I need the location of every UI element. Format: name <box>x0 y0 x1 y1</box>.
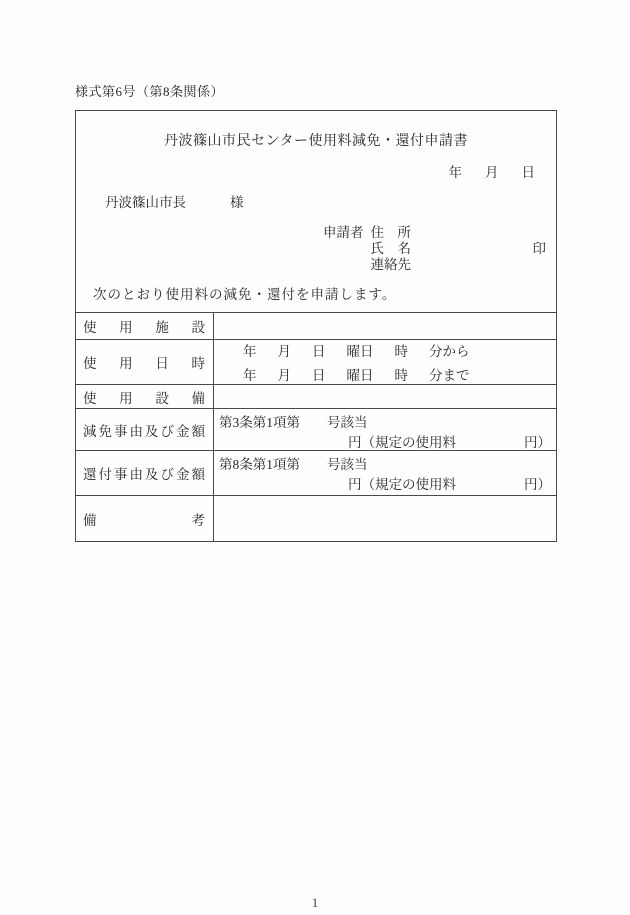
addressee-line <box>105 191 244 211</box>
applicant-label: 申請者 <box>323 225 364 240</box>
applicant-name-label: 氏 名 <box>370 241 411 256</box>
seal-mark: 印 <box>532 241 546 256</box>
addressee-honorific: 様 <box>230 195 244 210</box>
table-row-remarks <box>76 495 556 541</box>
reduction-clause-cell <box>214 409 556 450</box>
remarks-value-cell <box>214 496 556 541</box>
datetime-value-cell <box>214 340 556 384</box>
applicant-address-label: 住 所 <box>370 225 411 240</box>
equipment-value-cell <box>214 385 556 408</box>
remarks-label: 備 考 <box>76 496 214 541</box>
equipment-label: 使 用 設 備 <box>76 385 214 408</box>
datetime-lines <box>214 340 556 384</box>
applicant-block <box>323 225 411 273</box>
refund-value-cell <box>214 451 556 495</box>
addressee-name: 丹波篠山市長 <box>105 195 186 210</box>
applicant-field-labels <box>371 225 412 273</box>
refund-amount-line: 円（規定の使用料 円） <box>348 477 551 492</box>
table-row-equipment <box>76 384 556 408</box>
applicant-contact-label: 連絡先 <box>370 257 411 272</box>
datetime-from-line: 年 月 日 曜日 時 分から <box>243 344 470 359</box>
refund-label: 還 付 事 由 及 び 金 額 <box>76 451 214 495</box>
refund-clause-cell <box>214 451 556 495</box>
form-code-label: 様式第6号（第8条関係） <box>75 84 225 99</box>
datetime-to-line: 年 月 日 曜日 時 分まで <box>243 368 470 383</box>
table-row-facility <box>76 313 556 339</box>
application-form-box <box>75 110 557 542</box>
facility-value-cell <box>214 313 556 339</box>
reduction-label: 減 免 事 由 及 び 金 額 <box>76 409 214 450</box>
table-row-reduction <box>76 408 556 450</box>
table-row-refund <box>76 450 556 495</box>
refund-clause-line: 第8条第1項第 号該当 <box>219 457 368 472</box>
table-row-datetime <box>76 339 556 384</box>
form-header-section <box>76 111 556 313</box>
facility-label: 使 用 施 設 <box>76 313 214 339</box>
datetime-label: 使 用 日 時 <box>76 340 214 384</box>
reduction-amount-line: 円（規定の使用料 円） <box>348 435 551 450</box>
application-statement: 次のとおり使用料の減免・還付を申請します。 <box>93 287 397 302</box>
reduction-clause-line: 第3条第1項第 号該当 <box>219 415 368 430</box>
form-title: 丹波篠山市民センター使用料減免・還付申請書 <box>164 134 468 149</box>
date-fields: 年 月 日 <box>448 165 535 180</box>
page-number: 1 <box>311 896 319 910</box>
reduction-value-cell <box>214 409 556 450</box>
